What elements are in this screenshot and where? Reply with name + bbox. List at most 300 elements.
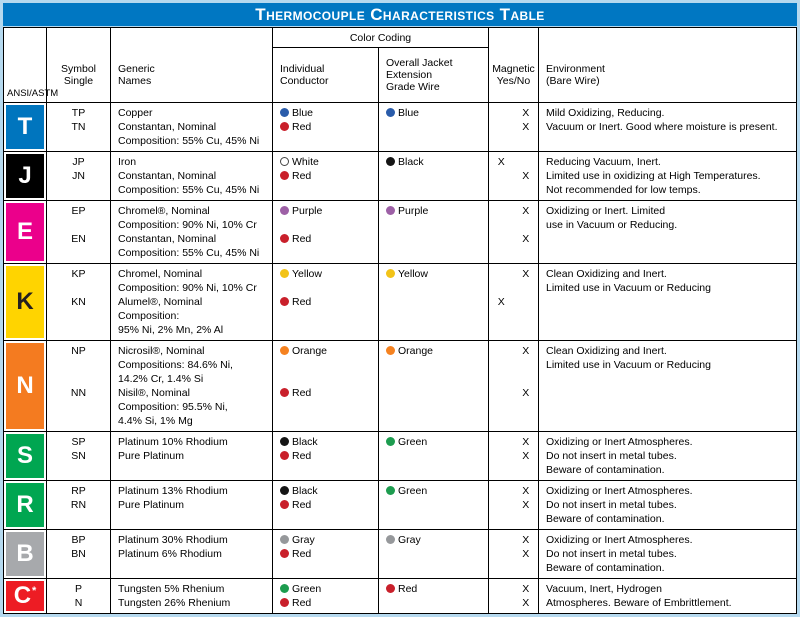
individual-conductor-cell — [272, 432, 378, 480]
green-dot-icon — [280, 584, 289, 593]
environment-text — [539, 232, 796, 246]
magnetic-no-mark — [514, 323, 539, 337]
environment-text: Oxidizing or Inert. Limited — [546, 205, 666, 217]
symbol-label — [47, 358, 110, 372]
generic-names-cell — [110, 432, 272, 480]
symbol-label — [47, 414, 110, 428]
environment-text: Vacuum, Inert, Hydrogen — [546, 583, 662, 595]
magnetic-yes-mark — [489, 106, 514, 120]
conductor-color-line — [273, 561, 378, 575]
magnetic-yes-mark — [489, 498, 514, 512]
generic-names-cell — [110, 201, 272, 263]
conductor-color-label: Red — [292, 121, 312, 133]
header-color-coding: Color Coding — [273, 28, 488, 48]
magnetic-no-mark — [514, 155, 539, 169]
generic-name: Composition: 55% Cu, 45% Ni — [118, 184, 260, 196]
conductor-color-line — [273, 106, 378, 120]
magnetic-yes-mark — [489, 134, 514, 148]
header-overall-jacket: Overall Jacket Extension Grade Wire — [378, 48, 488, 102]
symbol-label: SP — [71, 436, 86, 448]
magnetic-line — [489, 218, 538, 232]
white-dot-icon — [280, 157, 289, 166]
magnetic-line — [489, 281, 538, 295]
magnetic-line — [489, 484, 538, 498]
page-title: Thermocouple Characteristics Table — [255, 4, 545, 24]
symbol-label — [47, 463, 110, 477]
type-badge — [6, 105, 44, 149]
red-dot-icon — [280, 171, 289, 180]
symbol-label — [47, 372, 110, 386]
generic-name: Composition: 90% Ni, 10% Cr — [118, 282, 257, 294]
magnetic-line — [489, 267, 538, 281]
jacket-color-line — [379, 596, 488, 610]
magnetic-cell — [488, 341, 538, 431]
symbol-label: N — [74, 597, 83, 609]
magnetic-yes-mark — [489, 386, 514, 400]
conductor-color-line — [273, 295, 378, 309]
jacket-color-line — [379, 449, 488, 463]
type-badge — [6, 532, 44, 576]
table-body — [4, 102, 796, 613]
gray-dot-icon — [280, 535, 289, 544]
environment-text: Limited use in Vacuum or Reducing — [546, 359, 711, 371]
jacket-color-label: Yellow — [398, 268, 428, 280]
jacket-color-line — [379, 155, 488, 169]
magnetic-no-mark: X — [522, 548, 530, 560]
conductor-color-line — [273, 547, 378, 561]
overall-jacket-cell — [378, 432, 488, 480]
symbol-label — [47, 323, 110, 337]
magnetic-line — [489, 533, 538, 547]
magnetic-line — [489, 596, 538, 610]
purple-dot-icon — [386, 206, 395, 215]
symbol-cell — [46, 152, 110, 200]
jacket-color-line — [379, 372, 488, 386]
environment-text — [539, 309, 796, 323]
magnetic-yes-mark — [489, 547, 514, 561]
table-row — [4, 151, 796, 200]
environment-text — [539, 295, 796, 309]
type-letter: S — [16, 442, 33, 469]
magnetic-cell — [488, 103, 538, 151]
black-dot-icon — [280, 486, 289, 495]
magnetic-no-mark — [514, 561, 539, 575]
individual-conductor-cell — [272, 152, 378, 200]
individual-conductor-cell — [272, 201, 378, 263]
type-letter: K — [16, 288, 34, 315]
symbol-cell — [46, 432, 110, 480]
magnetic-no-mark — [514, 358, 539, 372]
jacket-color-line — [379, 463, 488, 477]
jacket-color-line — [379, 169, 488, 183]
symbol-label: NN — [70, 387, 87, 399]
overall-jacket-cell — [378, 152, 488, 200]
purple-dot-icon — [280, 206, 289, 215]
conductor-color-label: White — [292, 156, 319, 168]
symbol-cell — [46, 579, 110, 613]
conductor-color-label: Blue — [292, 107, 314, 119]
table-row — [4, 431, 796, 480]
jacket-color-line — [379, 533, 488, 547]
individual-conductor-cell — [272, 481, 378, 529]
environment-text: Reducing Vacuum, Inert. — [546, 156, 661, 168]
generic-name: Iron — [118, 156, 137, 168]
magnetic-line — [489, 372, 538, 386]
jacket-color-line — [379, 218, 488, 232]
magnetic-yes-mark — [489, 218, 514, 232]
magnetic-no-mark — [514, 372, 539, 386]
generic-name: 95% Ni, 2% Mn, 2% Al — [118, 324, 224, 336]
magnetic-cell — [488, 152, 538, 200]
header-color-coding-group — [272, 28, 488, 102]
symbol-cell — [46, 341, 110, 431]
symbol-label: JN — [72, 170, 85, 182]
yellow-dot-icon — [280, 269, 289, 278]
type-letter: N — [16, 372, 34, 399]
environment-text — [539, 414, 796, 428]
environment-text: Mild Oxidizing, Reducing. — [546, 107, 665, 119]
symbol-cell — [46, 103, 110, 151]
environment-text: Do not insert in metal tubes. — [546, 450, 677, 462]
generic-name: Composition: 90% Ni, 10% Cr — [118, 219, 257, 231]
conductor-color-line — [273, 400, 378, 414]
conductor-color-label: Red — [292, 548, 312, 560]
generic-names-cell — [110, 579, 272, 613]
environment-text: Atmospheres. Beware of Embrittlement. — [546, 597, 732, 609]
generic-name: Compositions: 84.6% Ni, — [118, 359, 233, 371]
type-badge — [6, 343, 44, 429]
magnetic-yes-mark: X — [497, 296, 505, 308]
conductor-color-label: Green — [292, 583, 322, 595]
magnetic-line — [489, 358, 538, 372]
environment-cell — [538, 579, 796, 613]
black-dot-icon — [280, 437, 289, 446]
magnetic-no-mark: X — [522, 485, 530, 497]
magnetic-line — [489, 414, 538, 428]
environment-text — [539, 246, 796, 260]
jacket-color-line — [379, 232, 488, 246]
symbol-label: TP — [71, 107, 86, 119]
environment-cell — [538, 530, 796, 578]
conductor-color-line — [273, 120, 378, 134]
header-ansi-astm — [4, 28, 59, 102]
magnetic-no-mark: X — [522, 436, 530, 448]
conductor-color-line — [273, 323, 378, 337]
table-header — [4, 28, 796, 102]
jacket-color-line — [379, 309, 488, 323]
conductor-color-label: Red — [292, 296, 312, 308]
table-row — [4, 102, 796, 151]
generic-name: Copper — [118, 107, 153, 119]
jacket-color-line — [379, 267, 488, 281]
magnetic-no-mark: X — [522, 107, 530, 119]
type-letter: J — [18, 162, 32, 189]
conductor-color-line — [273, 246, 378, 260]
red-dot-icon — [280, 388, 289, 397]
magnetic-yes-mark — [489, 281, 514, 295]
symbol-label: NP — [71, 345, 86, 357]
jacket-color-line — [379, 120, 488, 134]
magnetic-line — [489, 169, 538, 183]
symbol-label: SN — [71, 450, 86, 462]
magnetic-no-mark: X — [522, 121, 530, 133]
conductor-color-label: Purple — [292, 205, 323, 217]
jacket-color-label: Gray — [398, 534, 421, 546]
environment-text: Oxidizing or Inert Atmospheres. — [546, 534, 693, 546]
individual-conductor-cell — [272, 103, 378, 151]
conductor-color-line — [273, 498, 378, 512]
generic-names-cell — [110, 341, 272, 431]
conductor-color-label: Gray — [292, 534, 315, 546]
magnetic-yes-mark — [489, 435, 514, 449]
jacket-color-line — [379, 295, 488, 309]
environment-text — [539, 134, 796, 148]
header-generic-names: Generic Names — [110, 28, 272, 102]
conductor-color-line — [273, 372, 378, 386]
overall-jacket-cell — [378, 341, 488, 431]
conductor-color-line — [273, 344, 378, 358]
generic-names-cell — [110, 481, 272, 529]
magnetic-line — [489, 512, 538, 526]
black-dot-icon — [386, 157, 395, 166]
magnetic-no-mark: X — [522, 268, 530, 280]
magnetic-yes-mark — [489, 183, 514, 197]
jacket-color-line — [379, 512, 488, 526]
conductor-color-line — [273, 134, 378, 148]
header-individual-conductor: Individual Conductor — [280, 63, 329, 87]
jacket-color-line — [379, 323, 488, 337]
conductor-color-line — [273, 435, 378, 449]
title-bar — [3, 3, 797, 26]
individual-conductor-cell — [272, 530, 378, 578]
generic-name: 4.4% Si, 1% Mg — [118, 415, 193, 427]
conductor-color-label: Black — [292, 485, 318, 497]
magnetic-line — [489, 106, 538, 120]
magnetic-line — [489, 246, 538, 260]
generic-names-cell — [110, 530, 272, 578]
magnetic-line — [489, 463, 538, 477]
overall-jacket-cell — [378, 481, 488, 529]
jacket-color-line — [379, 582, 488, 596]
jacket-color-line — [379, 358, 488, 372]
generic-names-cell — [110, 103, 272, 151]
red-dot-icon — [280, 234, 289, 243]
generic-name: Alumel®, Nominal — [118, 296, 203, 308]
generic-name: Nicrosil®, Nominal — [118, 345, 205, 357]
symbol-label: JP — [72, 156, 85, 168]
generic-name: Platinum 13% Rhodium — [118, 485, 228, 497]
magnetic-line — [489, 134, 538, 148]
conductor-color-label: Yellow — [292, 268, 322, 280]
magnetic-yes-mark — [489, 120, 514, 134]
jacket-color-label: Blue — [398, 107, 420, 119]
magnetic-line — [489, 435, 538, 449]
jacket-color-label: Green — [398, 436, 428, 448]
magnetic-yes-mark — [489, 372, 514, 386]
magnetic-line — [489, 449, 538, 463]
conductor-color-label: Red — [292, 233, 312, 245]
jacket-color-label: Black — [398, 156, 424, 168]
environment-text: Beware of contamination. — [546, 464, 665, 476]
environment-text — [539, 323, 796, 337]
magnetic-cell — [488, 530, 538, 578]
generic-names-cell — [110, 264, 272, 340]
magnetic-line — [489, 309, 538, 323]
individual-conductor-cell — [272, 341, 378, 431]
red-dot-icon — [280, 500, 289, 509]
generic-name: Composition: 55% Cu, 45% Ni — [118, 247, 260, 259]
magnetic-no-mark — [514, 134, 539, 148]
magnetic-yes-mark — [489, 309, 514, 323]
symbol-cell — [46, 481, 110, 529]
magnetic-line — [489, 323, 538, 337]
jacket-color-line — [379, 281, 488, 295]
environment-text — [539, 372, 796, 386]
environment-text: Not recommended for low temps. — [546, 184, 701, 196]
symbol-label — [47, 281, 110, 295]
symbol-label — [47, 400, 110, 414]
overall-jacket-cell — [378, 579, 488, 613]
conductor-color-label: Black — [292, 436, 318, 448]
conductor-color-line — [273, 582, 378, 596]
overall-jacket-cell — [378, 530, 488, 578]
individual-conductor-cell — [272, 264, 378, 340]
jacket-color-line — [379, 561, 488, 575]
generic-name — [111, 463, 272, 477]
jacket-color-line — [379, 344, 488, 358]
header-symbol: Symbol Single — [46, 28, 110, 102]
conductor-color-line — [273, 204, 378, 218]
green-dot-icon — [386, 437, 395, 446]
magnetic-yes-mark — [489, 400, 514, 414]
generic-name — [111, 561, 272, 575]
conductor-color-line — [273, 169, 378, 183]
generic-name: Pure Platinum — [118, 450, 184, 462]
magnetic-no-mark — [514, 463, 539, 477]
jacket-color-line — [379, 547, 488, 561]
environment-text: Do not insert in metal tubes. — [546, 499, 677, 511]
magnetic-line — [489, 120, 538, 134]
environment-text: Oxidizing or Inert Atmospheres. — [546, 485, 693, 497]
generic-name: Platinum 30% Rhodium — [118, 534, 228, 546]
conductor-color-line — [273, 267, 378, 281]
magnetic-no-mark — [514, 400, 539, 414]
magnetic-line — [489, 498, 538, 512]
symbol-label — [47, 561, 110, 575]
conductor-color-label: Red — [292, 387, 312, 399]
generic-name: Constantan, Nominal — [118, 121, 217, 133]
magnetic-no-mark — [514, 512, 539, 526]
magnetic-no-mark: X — [522, 534, 530, 546]
generic-names-cell — [110, 152, 272, 200]
table-row — [4, 200, 796, 263]
type-badge — [6, 266, 44, 338]
environment-cell — [538, 264, 796, 340]
header-magnetic: Magnetic Yes/No — [488, 28, 538, 102]
red-dot-icon — [280, 549, 289, 558]
type-badge — [6, 154, 44, 198]
conductor-color-label: Red — [292, 597, 312, 609]
conductor-color-label: Red — [292, 499, 312, 511]
red-dot-icon — [280, 598, 289, 607]
magnetic-yes-mark — [489, 169, 514, 183]
type-badge — [6, 581, 44, 611]
symbol-cell — [46, 530, 110, 578]
overall-jacket-cell — [378, 103, 488, 151]
jacket-color-label: Green — [398, 485, 428, 497]
magnetic-yes-mark — [489, 204, 514, 218]
environment-cell — [538, 103, 796, 151]
magnetic-yes-mark — [489, 463, 514, 477]
symbol-label — [47, 134, 110, 148]
magnetic-line — [489, 155, 538, 169]
environment-cell — [538, 481, 796, 529]
conductor-color-line — [273, 309, 378, 323]
environment-text: Limited use in oxidizing at High Temperatures. — [546, 170, 761, 182]
magnetic-no-mark: X — [522, 597, 530, 609]
generic-name: Platinum 10% Rhodium — [118, 436, 228, 448]
generic-name: Composition: 95.5% Ni, — [118, 401, 228, 413]
environment-cell — [538, 201, 796, 263]
generic-name: Tungsten 26% Rhenium — [118, 597, 231, 609]
generic-name: Tungsten 5% Rhenium — [118, 583, 225, 595]
magnetic-yes-mark — [489, 512, 514, 526]
symbol-label: BN — [71, 548, 86, 560]
magnetic-no-mark: X — [522, 205, 530, 217]
conductor-color-line — [273, 463, 378, 477]
conductor-color-line — [273, 281, 378, 295]
red-dot-icon — [280, 122, 289, 131]
type-badge — [6, 203, 44, 261]
jacket-color-label: Red — [398, 583, 418, 595]
generic-name: Chromel®, Nominal — [118, 205, 210, 217]
symbol-label — [47, 218, 110, 232]
gray-dot-icon — [386, 535, 395, 544]
red-dot-icon — [280, 297, 289, 306]
magnetic-cell — [488, 481, 538, 529]
magnetic-line — [489, 547, 538, 561]
generic-name: Chromel, Nominal — [118, 268, 203, 280]
magnetic-cell — [488, 201, 538, 263]
generic-name: Constantan, Nominal — [118, 170, 217, 182]
magnetic-yes-mark — [489, 358, 514, 372]
magnetic-yes-mark — [489, 596, 514, 610]
generic-name: Platinum 6% Rhodium — [118, 548, 222, 560]
generic-name — [111, 512, 272, 526]
magnetic-cell — [488, 264, 538, 340]
jacket-color-line — [379, 435, 488, 449]
magnetic-yes-mark — [489, 232, 514, 246]
magnetic-no-mark: X — [522, 583, 530, 595]
magnetic-yes-mark — [489, 414, 514, 428]
jacket-color-line — [379, 498, 488, 512]
conductor-color-line — [273, 533, 378, 547]
type-letter: C* — [13, 582, 37, 609]
symbol-label — [47, 512, 110, 526]
magnetic-no-mark — [514, 218, 539, 232]
environment-cell — [538, 152, 796, 200]
environment-text: Clean Oxidizing and Inert. — [546, 268, 667, 280]
jacket-color-line — [379, 400, 488, 414]
generic-name: 14.2% Cr, 1.4% Si — [118, 373, 204, 385]
overall-jacket-cell — [378, 201, 488, 263]
table-row — [4, 578, 796, 613]
symbol-cell — [46, 264, 110, 340]
type-letter: B — [16, 540, 34, 567]
blue-dot-icon — [386, 108, 395, 117]
magnetic-cell — [488, 432, 538, 480]
magnetic-line — [489, 344, 538, 358]
